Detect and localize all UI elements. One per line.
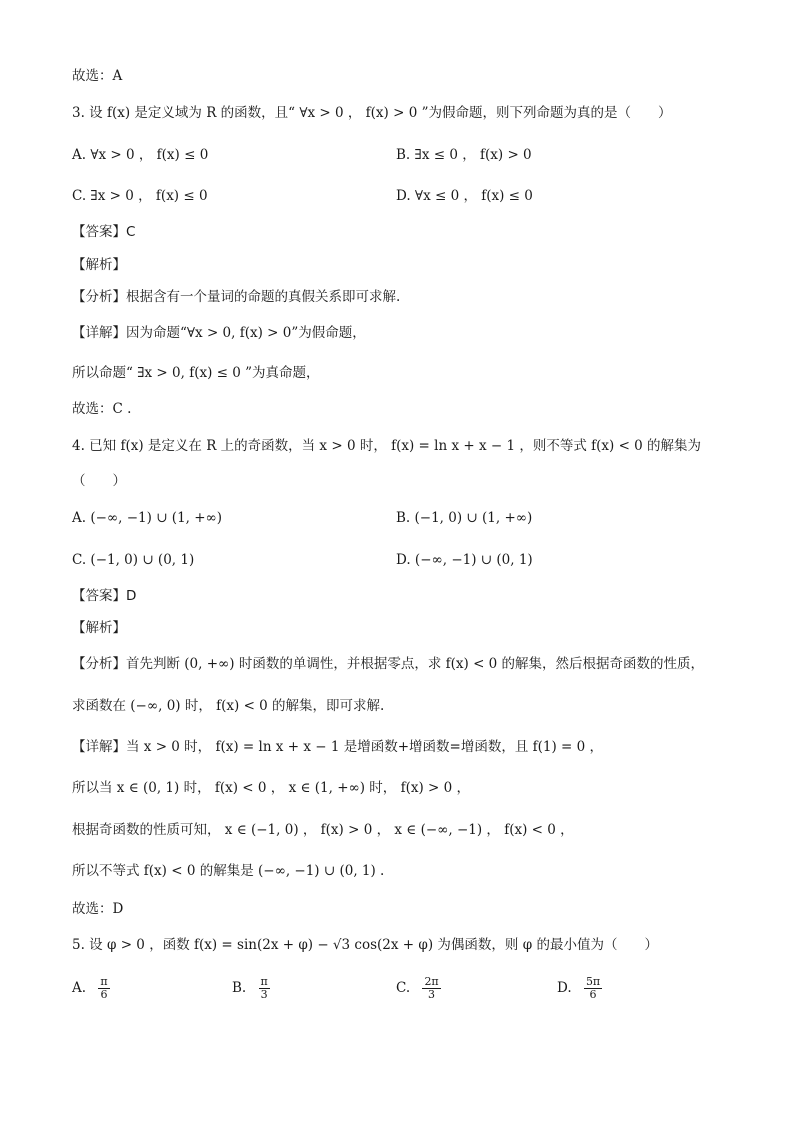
q5-option-d-fraction bbox=[584, 976, 602, 1001]
q3-analysis-heading: 【解析】 bbox=[72, 257, 126, 273]
q4-detail-line-1: 【详解】当 x > 0 时， f(x) = ln x + x − 1 是增函数+增函数=增函数，且 f(1) = 0 ， bbox=[72, 739, 604, 755]
q4-fenxi-line-2: 求函数在 (−∞, 0) 时， f(x) < 0 的解集，即可求解. bbox=[72, 698, 385, 714]
q5-option-b-fraction bbox=[259, 976, 270, 1001]
q5-option-a-label: A. bbox=[72, 980, 87, 996]
q5-option-a-denominator: 6 bbox=[100, 988, 108, 1001]
q4-detail-line-3: 根据奇函数的性质可知， x ∈ (−1, 0) ， f(x) > 0 ， x ∈ (−∞, −1) ， f(x) < 0 ， bbox=[72, 822, 574, 838]
q3-option-d: D. ∀x ≤ 0 ， f(x) ≤ 0 bbox=[396, 188, 533, 204]
q3-fenxi: 【分析】根据含有一个量词的命题的真假关系即可求解. bbox=[72, 289, 401, 305]
q3-option-c: C. ∃x > 0 ， f(x) ≤ 0 bbox=[72, 188, 208, 204]
q4-choose: 故选：D bbox=[72, 901, 124, 917]
q5-option-a-numerator: π bbox=[100, 975, 108, 988]
q4-stem-line-1: 4. 已知 f(x) 是定义在 R 上的奇函数，当 x > 0 时， f(x) = ln x + x − 1 ，则不等式 f(x) < 0 的解集为 bbox=[72, 438, 702, 454]
q4-option-d: D. (−∞, −1) ∪ (0, 1) bbox=[396, 552, 533, 568]
q4-detail-line-4: 所以不等式 f(x) < 0 的解集是 (−∞, −1) ∪ (0, 1) . bbox=[72, 863, 385, 879]
q3-option-a: A. ∀x > 0 ， f(x) ≤ 0 bbox=[72, 147, 209, 163]
q3-choose: 故选：C . bbox=[72, 401, 132, 417]
q3-detail-line-2: 所以命题“ ∃x > 0, f(x) ≤ 0 ”为真命题， bbox=[72, 365, 320, 381]
q3-answer: 【答案】C bbox=[72, 224, 136, 240]
q5-option-c-denominator: 3 bbox=[428, 988, 436, 1001]
q5-stem: 5. 设 φ > 0 ，函数 f(x) = sin(2x + φ) − √3 cos(2x + φ) 为偶函数，则 φ 的最小值为（ ） bbox=[72, 937, 658, 953]
q5-option-a-fraction bbox=[98, 976, 109, 1001]
q5-option-c-numerator: 2π bbox=[424, 975, 439, 988]
q4-detail-line-2: 所以当 x ∈ (0, 1) 时， f(x) < 0 ， x ∈ (1, +∞) 时， f(x) > 0 ， bbox=[72, 780, 471, 796]
previous-answer-choice: 故选：A bbox=[72, 68, 123, 84]
q5-option-b bbox=[232, 976, 270, 1001]
q5-option-c bbox=[396, 976, 441, 1001]
q5-option-d-label: D. bbox=[557, 980, 572, 996]
q5-option-b-denominator: 3 bbox=[260, 988, 268, 1001]
q4-option-b: B. (−1, 0) ∪ (1, +∞) bbox=[396, 510, 533, 526]
q4-option-a: A. (−∞, −1) ∪ (1, +∞) bbox=[72, 510, 223, 526]
q4-stem-line-2: （ ） bbox=[72, 473, 126, 489]
q5-option-c-label: C. bbox=[396, 980, 411, 996]
q4-fenxi-line-1: 【分析】首先判断 (0, +∞) 时函数的单调性，并根据零点，求 f(x) < 0 的解集，然后根据奇函数的性质， bbox=[72, 656, 705, 672]
q4-answer: 【答案】D bbox=[72, 588, 137, 604]
q4-option-c: C. (−1, 0) ∪ (0, 1) bbox=[72, 552, 195, 568]
q5-option-d-denominator: 6 bbox=[589, 988, 597, 1001]
q5-option-d bbox=[557, 976, 602, 1001]
q5-option-c-fraction bbox=[422, 976, 440, 1001]
q3-stem: 3. 设 f(x) 是定义域为 R 的函数，且“ ∀x > 0 ， f(x) > 0 ”为假命题，则下列命题为真的是（ ） bbox=[72, 105, 672, 121]
q5-option-a bbox=[72, 976, 110, 1001]
q5-option-d-numerator: 5π bbox=[585, 975, 601, 988]
q4-analysis-heading: 【解析】 bbox=[72, 620, 126, 636]
q5-option-b-label: B. bbox=[232, 980, 247, 996]
q5-option-b-numerator: π bbox=[260, 975, 268, 988]
q3-detail-line-1: 【详解】因为命题“∀x > 0, f(x) > 0”为假命题， bbox=[72, 325, 366, 341]
q3-option-b: B. ∃x ≤ 0 ， f(x) > 0 bbox=[396, 147, 532, 163]
